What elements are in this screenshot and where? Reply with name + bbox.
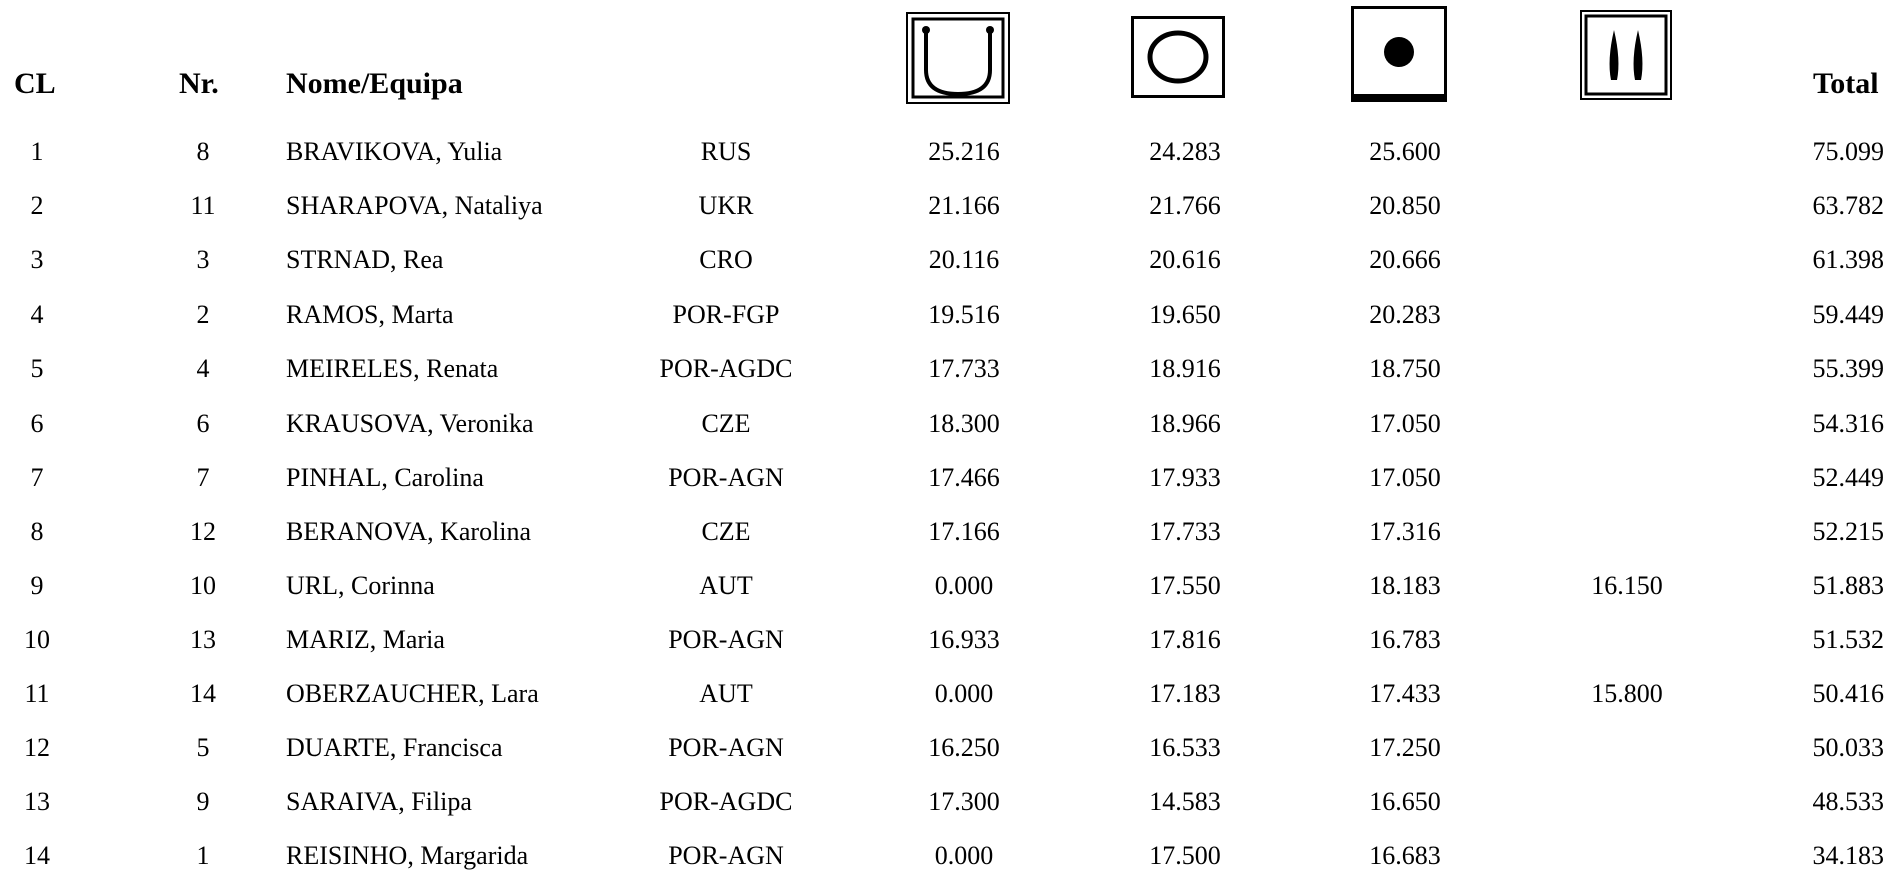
table-row xyxy=(0,189,1886,229)
hoop-score-cell: 20.116 xyxy=(928,245,1000,274)
gymnast-name-cell: SHARAPOVA, Nataliya xyxy=(286,191,543,220)
rope-score-cell: 17.050 xyxy=(1369,463,1441,492)
number-cell: 10 xyxy=(190,571,216,600)
rope-score-cell: 25.600 xyxy=(1369,137,1441,166)
ball-score-cell: 17.733 xyxy=(1149,517,1221,546)
number-cell: 11 xyxy=(190,191,216,220)
gymnast-name-cell: DUARTE, Francisca xyxy=(286,733,503,762)
team-cell: AUT xyxy=(699,679,753,708)
ball-score-cell: 14.583 xyxy=(1149,787,1221,816)
rank-cell: 14 xyxy=(24,841,50,870)
gymnast-name-cell: URL, Corinna xyxy=(286,571,435,600)
ball-score-cell: 18.916 xyxy=(1149,354,1221,383)
hoop-score-cell: 17.466 xyxy=(928,463,1000,492)
rank-cell: 6 xyxy=(30,409,44,438)
clubs-score-cell: 16.150 xyxy=(1591,571,1663,600)
number-cell: 8 xyxy=(196,137,210,166)
rope-score-cell: 16.783 xyxy=(1369,625,1441,654)
team-cell: CRO xyxy=(699,245,753,274)
rank-cell: 11 xyxy=(24,679,50,708)
table-row xyxy=(0,298,1886,338)
rank-cell: 9 xyxy=(30,571,44,600)
ball-score-cell: 21.766 xyxy=(1149,191,1221,220)
hoop-score-cell: 17.300 xyxy=(928,787,1000,816)
header-total: Total xyxy=(1813,67,1879,100)
hoop-score-cell: 17.733 xyxy=(928,354,1000,383)
gymnast-name-cell: BRAVIKOVA, Yulia xyxy=(286,137,503,166)
total-score-cell: 55.399 xyxy=(1812,354,1884,383)
total-score-cell: 51.532 xyxy=(1812,625,1884,654)
gymnast-name-cell: PINHAL, Carolina xyxy=(286,463,484,492)
number-cell: 6 xyxy=(196,409,210,438)
total-score-cell: 63.782 xyxy=(1812,191,1884,220)
table-row xyxy=(0,515,1886,555)
number-cell: 14 xyxy=(190,679,216,708)
number-cell: 12 xyxy=(190,517,216,546)
table-row xyxy=(0,407,1886,447)
rank-cell: 8 xyxy=(30,517,44,546)
total-score-cell: 52.215 xyxy=(1812,517,1884,546)
table-row xyxy=(0,839,1886,879)
header-cl: CL xyxy=(14,67,56,100)
rope-score-cell: 16.650 xyxy=(1369,787,1441,816)
total-score-cell: 75.099 xyxy=(1812,137,1884,166)
number-cell: 4 xyxy=(196,354,210,383)
number-cell: 2 xyxy=(196,300,210,329)
rope-score-cell: 18.750 xyxy=(1369,354,1441,383)
team-cell: POR-AGN xyxy=(668,733,784,762)
rank-cell: 3 xyxy=(30,245,44,274)
rank-cell: 7 xyxy=(30,463,44,492)
rank-cell: 10 xyxy=(24,625,50,654)
rank-cell: 5 xyxy=(30,354,44,383)
team-cell: POR-AGN xyxy=(668,625,784,654)
clubs-score-cell: 15.800 xyxy=(1591,679,1663,708)
hoop-score-cell: 19.516 xyxy=(928,300,1000,329)
team-cell: RUS xyxy=(700,137,752,166)
table-row xyxy=(0,461,1886,501)
team-cell: POR-AGDC xyxy=(659,787,793,816)
rope-score-cell: 16.683 xyxy=(1369,841,1441,870)
rank-cell: 13 xyxy=(24,787,50,816)
number-cell: 7 xyxy=(196,463,210,492)
rope-score-cell: 20.850 xyxy=(1369,191,1441,220)
rope-score-cell: 20.283 xyxy=(1369,300,1441,329)
hoop-score-cell: 16.250 xyxy=(928,733,1000,762)
total-score-cell: 50.033 xyxy=(1812,733,1884,762)
total-score-cell: 34.183 xyxy=(1812,841,1884,870)
table-row xyxy=(0,785,1886,825)
clubs-icon xyxy=(1580,10,1672,100)
number-cell: 5 xyxy=(196,733,210,762)
hoop-score-cell: 0.000 xyxy=(934,841,994,870)
rope-score-cell: 17.050 xyxy=(1369,409,1441,438)
header-nr: Nr. xyxy=(179,67,219,100)
gymnast-name-cell: MEIRELES, Renata xyxy=(286,354,499,383)
rope-score-cell: 17.433 xyxy=(1369,679,1441,708)
rank-cell: 1 xyxy=(30,137,44,166)
ball-score-cell: 17.550 xyxy=(1149,571,1221,600)
rank-cell: 12 xyxy=(24,733,50,762)
rope-icon xyxy=(1351,6,1447,102)
total-score-cell: 61.398 xyxy=(1812,245,1884,274)
number-cell: 9 xyxy=(196,787,210,816)
total-score-cell: 50.416 xyxy=(1812,679,1884,708)
ball-score-cell: 17.500 xyxy=(1149,841,1221,870)
ball-score-cell: 17.933 xyxy=(1149,463,1221,492)
table-row xyxy=(0,623,1886,663)
ball-score-cell: 17.183 xyxy=(1149,679,1221,708)
rank-cell: 2 xyxy=(30,191,44,220)
hoop-score-cell: 17.166 xyxy=(928,517,1000,546)
ball-score-cell: 17.816 xyxy=(1149,625,1221,654)
gymnast-name-cell: MARIZ, Maria xyxy=(286,625,445,654)
total-score-cell: 54.316 xyxy=(1812,409,1884,438)
total-score-cell: 51.883 xyxy=(1812,571,1884,600)
ball-icon xyxy=(1131,16,1225,98)
rank-cell: 4 xyxy=(30,300,44,329)
gymnast-name-cell: RAMOS, Marta xyxy=(286,300,454,329)
total-score-cell: 48.533 xyxy=(1812,787,1884,816)
gymnast-name-cell: SARAIVA, Filipa xyxy=(286,787,472,816)
team-cell: UKR xyxy=(698,191,754,220)
number-cell: 1 xyxy=(196,841,210,870)
total-score-cell: 52.449 xyxy=(1812,463,1884,492)
team-cell: CZE xyxy=(701,409,751,438)
rope-score-cell: 18.183 xyxy=(1369,571,1441,600)
table-row xyxy=(0,243,1886,283)
hoop-score-cell: 0.000 xyxy=(934,571,994,600)
gymnast-name-cell: BERANOVA, Karolina xyxy=(286,517,532,546)
ball-score-cell: 20.616 xyxy=(1149,245,1221,274)
ball-score-cell: 19.650 xyxy=(1149,300,1221,329)
table-row xyxy=(0,135,1886,175)
number-cell: 3 xyxy=(196,245,210,274)
table-row xyxy=(0,569,1886,609)
table-row xyxy=(0,731,1886,771)
team-cell: AUT xyxy=(699,571,753,600)
team-cell: POR-FGP xyxy=(672,300,780,329)
ball-score-cell: 18.966 xyxy=(1149,409,1221,438)
hoop-score-cell: 16.933 xyxy=(928,625,1000,654)
team-cell: POR-AGN xyxy=(668,463,784,492)
gymnast-name-cell: REISINHO, Margarida xyxy=(286,841,529,870)
team-cell: POR-AGN xyxy=(668,841,784,870)
table-row xyxy=(0,352,1886,392)
hoop-score-cell: 21.166 xyxy=(928,191,1000,220)
ball-score-cell: 24.283 xyxy=(1149,137,1221,166)
ball-score-cell: 16.533 xyxy=(1149,733,1221,762)
gymnast-name-cell: OBERZAUCHER, Lara xyxy=(286,679,539,708)
total-score-cell: 59.449 xyxy=(1812,300,1884,329)
rope-score-cell: 17.250 xyxy=(1369,733,1441,762)
gymnast-name-cell: STRNAD, Rea xyxy=(286,245,444,274)
hoop-score-cell: 18.300 xyxy=(928,409,1000,438)
hoop-score-cell: 25.216 xyxy=(928,137,1000,166)
rope-score-cell: 17.316 xyxy=(1369,517,1441,546)
rope-score-cell: 20.666 xyxy=(1369,245,1441,274)
hoop-score-cell: 0.000 xyxy=(934,679,994,708)
team-cell: POR-AGDC xyxy=(659,354,793,383)
gymnast-name-cell: KRAUSOVA, Veronika xyxy=(286,409,534,438)
team-cell: CZE xyxy=(701,517,751,546)
header-name: Nome/Equipa xyxy=(286,67,463,100)
number-cell: 13 xyxy=(190,625,216,654)
hoop-icon xyxy=(906,12,1010,104)
table-row xyxy=(0,677,1886,717)
